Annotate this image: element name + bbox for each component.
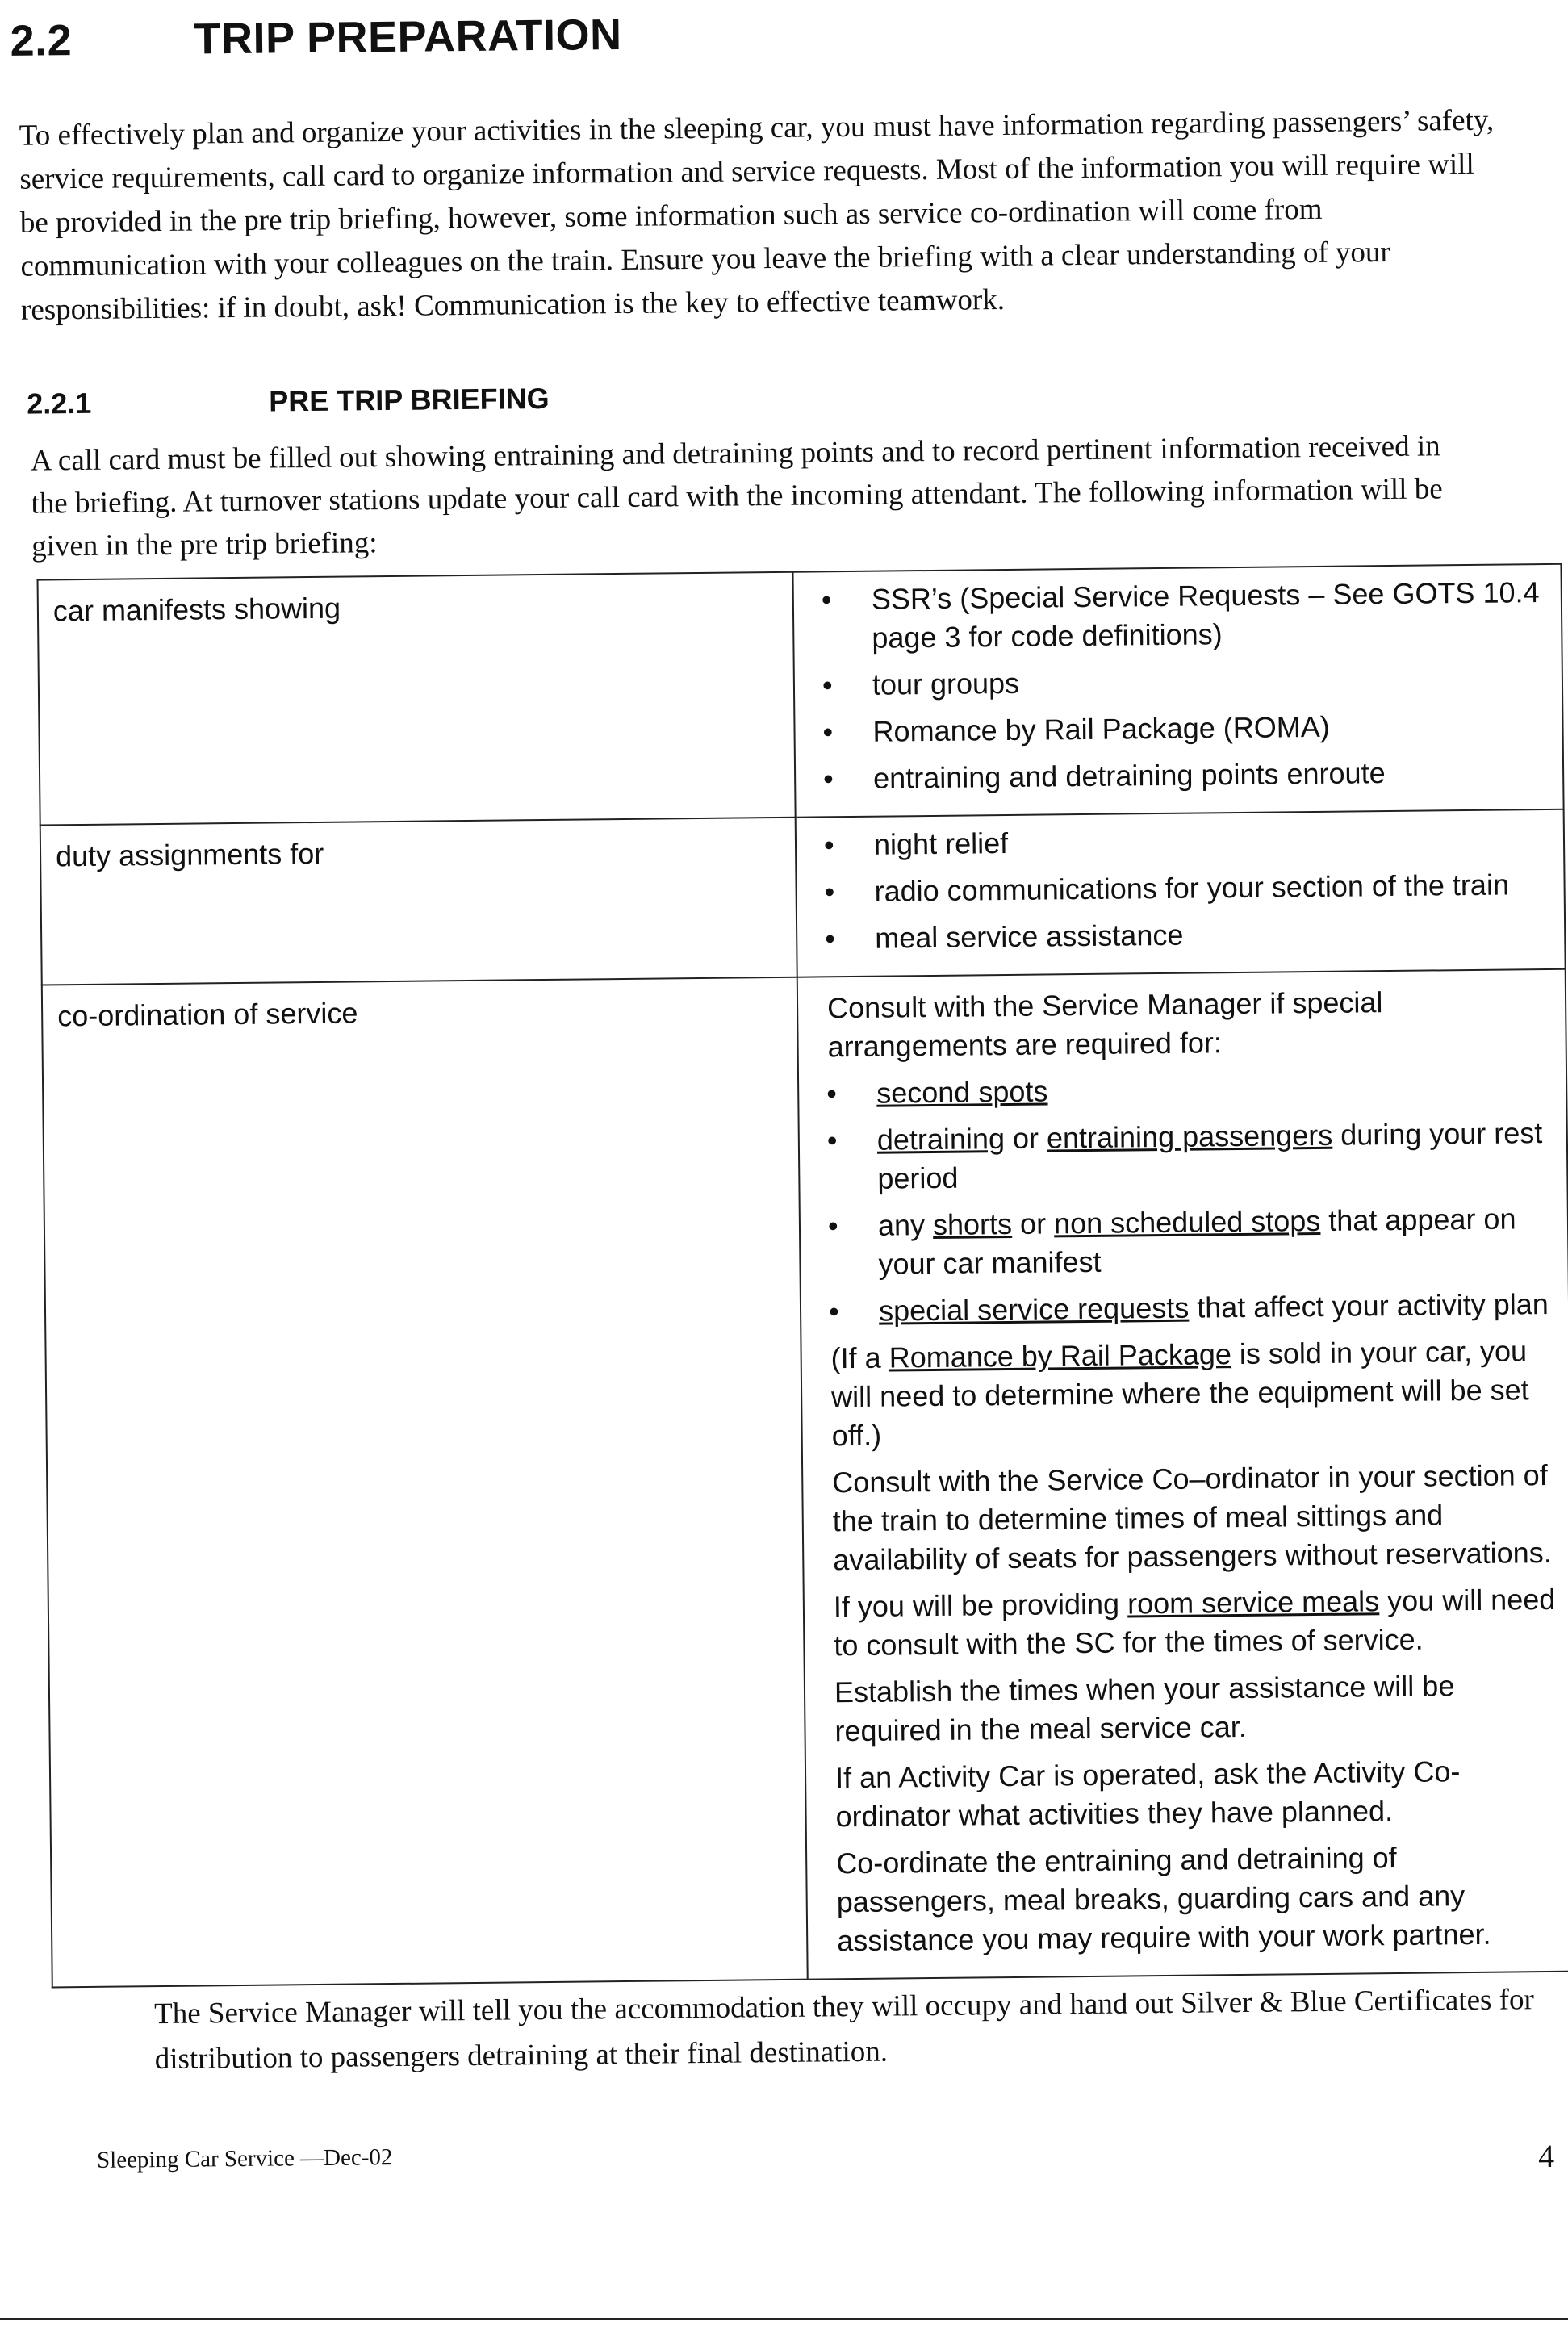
section-number: 2.2: [10, 16, 73, 65]
row-content: [796, 809, 1566, 977]
coordinate-paragraph: Co-ordinate the entraining and detraining of passengers, meal breaks, guarding cars and any assistance you may require with your work partner.: [836, 1841, 1491, 1958]
paragraph-text: you will need to consult with the SC for the times of service.: [834, 1582, 1556, 1663]
section-heading: [10, 10, 622, 66]
underlined-term: detraining: [876, 1122, 1006, 1156]
list-item: • tour groups: [816, 659, 1549, 705]
row-content: [797, 969, 1568, 1980]
note-text: (If a: [830, 1340, 889, 1375]
list-item: [820, 1067, 1553, 1114]
underlined-term: shorts: [932, 1207, 1013, 1241]
list-item: [822, 1199, 1555, 1285]
coordinator-paragraph: Consult with the Service Co–ordinator in your section of the train to determine times of meal sittings and availability of seats for passengers without reservations.: [832, 1458, 1552, 1577]
page-number: 4: [1537, 2137, 1555, 2175]
underlined-term: Romance by Rail Package: [889, 1337, 1232, 1374]
subsection-number: 2.2.1: [27, 386, 92, 420]
row-label: co-ordination of service: [42, 977, 808, 1988]
closing-paragraph: The Service Manager will tell you the accommodation they will occupy and hand out Silver & Blue Certificates for distribution to passengers detraining at their final destination.: [153, 1983, 1534, 2077]
subsection-heading: [27, 382, 550, 421]
list-item: [822, 1285, 1555, 1332]
list-item: • Romance by Rail Package (ROMA): [816, 705, 1549, 752]
underlined-term: second spots: [876, 1074, 1048, 1110]
list-item: • meal service assistance: [818, 912, 1551, 959]
paragraph-text: If you will be providing: [833, 1587, 1128, 1624]
list-text: that affect your activity plan: [1189, 1286, 1549, 1324]
bottom-rule: [0, 2318, 1568, 2320]
bullet-list: [820, 1067, 1555, 1331]
list-item: • entraining and detraining points enroute: [817, 752, 1549, 799]
underlined-term: room service meals: [1127, 1584, 1380, 1621]
note-text: is sold in your car, you will need to determine where the equipment will be set off.): [830, 1334, 1529, 1453]
subsection-intro: A call card must be filled out showing entraining and detraining points and to record pertinent information received in the briefing. At turnover stations update your call card with the incoming attendant. The following information will be given in the pre trip briefing:: [30, 429, 1443, 563]
underlined-term: special service requests: [878, 1290, 1190, 1328]
bullet-list: [817, 818, 1552, 958]
room-service-paragraph: [834, 1580, 1559, 1665]
table-row: [38, 564, 1564, 826]
row-label: car manifests showing: [38, 572, 796, 826]
subsection-title: PRE TRIP BRIEFING: [269, 381, 550, 418]
intro-paragraph: To effectively plan and organize your activities in the sleeping car, you must have information regarding passengers’ safety, service requirements, call card to organize information and service requests. Most of the information you will require will be provided in the pre trip briefing, however, some information such as service co-ordination will come from communication with your colleagues on the train. Ensure you leave the briefing with a clear understanding of your responsibilities: if in doubt, ask! Communication is the key to effective teamwork.: [19, 103, 1495, 327]
list-item: • radio communications for your section of the train: [817, 865, 1550, 912]
list-item: • SSR’s (Special Service Requests – See GOTS 10.4 page 3 for code definitions): [815, 573, 1549, 659]
list-text: during your rest period: [877, 1116, 1543, 1195]
list-item: • night relief: [817, 818, 1550, 865]
list-text: that appear on your car manifest: [878, 1202, 1516, 1281]
underlined-term: non scheduled stops: [1053, 1203, 1321, 1240]
table-row: [40, 809, 1566, 985]
list-text: or: [1004, 1121, 1047, 1156]
bullet-list: [815, 573, 1550, 798]
service-manager-lead: Consult with the Service Manager if special arrangements are required for:: [826, 985, 1383, 1064]
section-title: TRIP PREPARATION: [194, 10, 622, 64]
row-label: duty assignments for: [40, 818, 797, 985]
romance-note: [830, 1332, 1556, 1455]
underlined-term: entraining passengers: [1046, 1118, 1333, 1155]
list-text: any: [877, 1207, 934, 1242]
briefing-table: [37, 563, 1568, 1989]
table-row: [42, 969, 1568, 1988]
row-content: [792, 564, 1563, 818]
assistance-paragraph: Establish the times when your assistance will be required in the meal service car.: [834, 1669, 1455, 1748]
footer-text: Sleeping Car Service —Dec-02: [96, 2144, 393, 2173]
list-item: [821, 1114, 1554, 1199]
activity-car-paragraph: If an Activity Car is operated, ask the Activity Co-ordinator what activities they have planned.: [834, 1755, 1461, 1834]
list-text: or: [1011, 1207, 1055, 1240]
